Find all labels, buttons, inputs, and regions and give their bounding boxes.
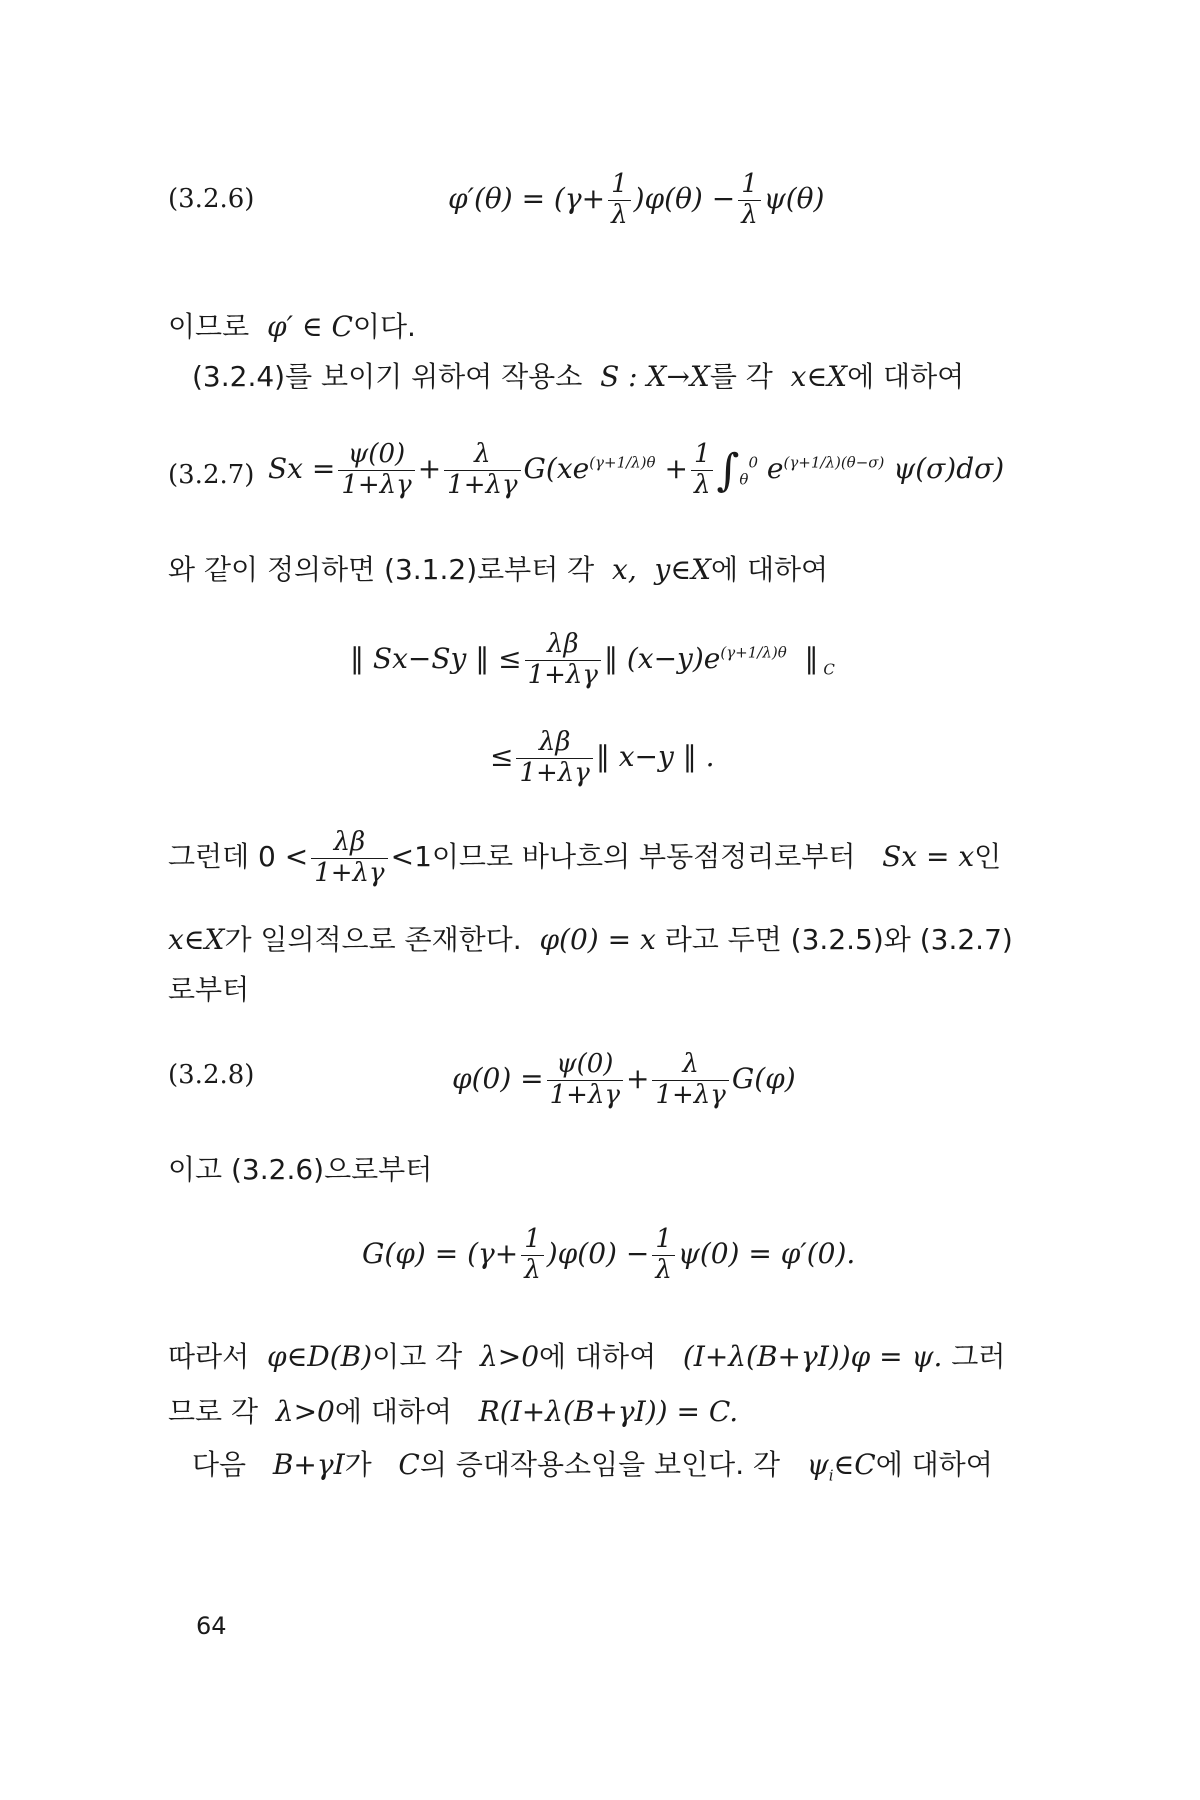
equation-label: (3.2.8): [168, 1060, 255, 1090]
equation-body: Sx = $\frac{\psi(0)}{1+\lambda\gamma}$ + $\frac{\lambda}{1+\lambda\gamma}$ $G(xe^{(\gamma+1/\lambda)\theta}$ + $\frac{1}{\lambda}$ $\int_\theta^0$ $e^{(\gamma+1/\lambda)(\theta-\sigma)}$ ψ(σ)dσ): [268, 439, 1005, 500]
equation-body: φ′(θ) = (γ+ $\frac{1}{\lambda}$ )φ(θ) − $\frac{1}{\lambda}$ ψ(θ): [448, 169, 825, 230]
equation-label: (3.2.6): [168, 184, 255, 214]
page-number: 64: [196, 1612, 227, 1640]
equation-label: (3.2.7): [168, 460, 255, 490]
equation-body: φ(0) = $\frac{\psi(0)}{1+\lambda\gamma}$ + $\frac{\lambda}{1+\lambda\gamma}$ G(φ): [452, 1049, 796, 1110]
